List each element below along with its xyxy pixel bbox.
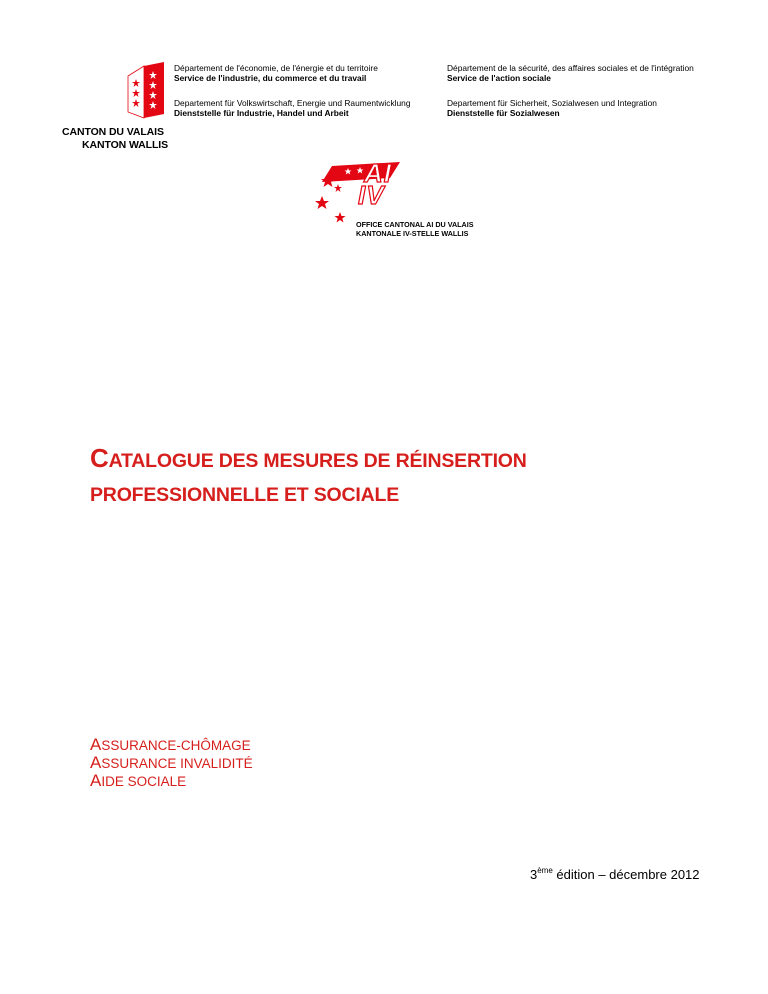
category-list <box>90 736 253 790</box>
left-dept-de <box>174 98 410 118</box>
valais-flag-stars-icon <box>124 62 166 120</box>
edition-ordinal: ème <box>537 866 553 875</box>
left-dept-fr-line2: Service de l'industrie, du commerce et du travail <box>174 73 367 83</box>
document-title-line1 <box>90 441 527 478</box>
category-text: IDE SOCIALE <box>101 774 187 789</box>
edition-number: 3 <box>530 867 538 882</box>
document-title <box>90 441 527 512</box>
right-dept-fr <box>447 63 694 83</box>
category-initial: A <box>90 753 102 772</box>
category-item <box>90 736 253 754</box>
left-dept-fr <box>174 63 378 83</box>
edition-info <box>530 866 700 882</box>
canton-name <box>62 126 168 152</box>
aiiv-logo <box>314 158 474 242</box>
canton-name-fr: CANTON DU VALAIS <box>62 126 164 138</box>
title-initial-cap: C <box>90 443 109 473</box>
aiiv-mark-bottom: IV <box>358 180 385 210</box>
left-dept-de-line2: Dienststelle für Industrie, Handel und Arbeit <box>174 108 349 118</box>
left-dept-fr-line1: Département de l'économie, de l'énergie et du territoire <box>174 63 378 73</box>
left-dept-de-line1: Departement für Volkswirtschaft, Energie und Raumentwicklung <box>174 98 411 108</box>
right-dept-fr-line1: Département de la sécurité, des affaires sociales et de l'intégration <box>447 63 694 73</box>
category-initial: A <box>90 771 102 790</box>
category-item <box>90 754 253 772</box>
document-title-line2: PROFESSIONNELLE ET SOCIALE <box>90 484 399 506</box>
aiiv-mark-top: AI <box>364 158 392 188</box>
right-dept-de-line2: Dienststelle für Sozialwesen <box>447 108 560 118</box>
canton-name-de: KANTON WALLIS <box>82 139 169 151</box>
aiiv-office-name <box>356 220 474 238</box>
title-line1-text: ATALOGUE DES MESURES DE RÉINSERTION <box>108 450 527 472</box>
edition-date: édition – décembre 2012 <box>552 867 700 882</box>
right-dept-de <box>447 98 657 118</box>
right-dept-fr-line2: Service de l'action sociale <box>447 73 551 83</box>
aiiv-office-de: KANTONALE IV-STELLE WALLIS <box>356 229 469 238</box>
category-text: SSURANCE-CHÔMAGE <box>101 738 251 753</box>
right-dept-de-line1: Departement für Sicherheit, Sozialwesen und Integration <box>447 98 657 108</box>
category-item <box>90 772 253 790</box>
category-initial: A <box>90 735 102 754</box>
category-text: SSURANCE INVALIDITÉ <box>101 756 253 771</box>
aiiv-office-fr: OFFICE CANTONAL AI DU VALAIS <box>356 220 474 229</box>
